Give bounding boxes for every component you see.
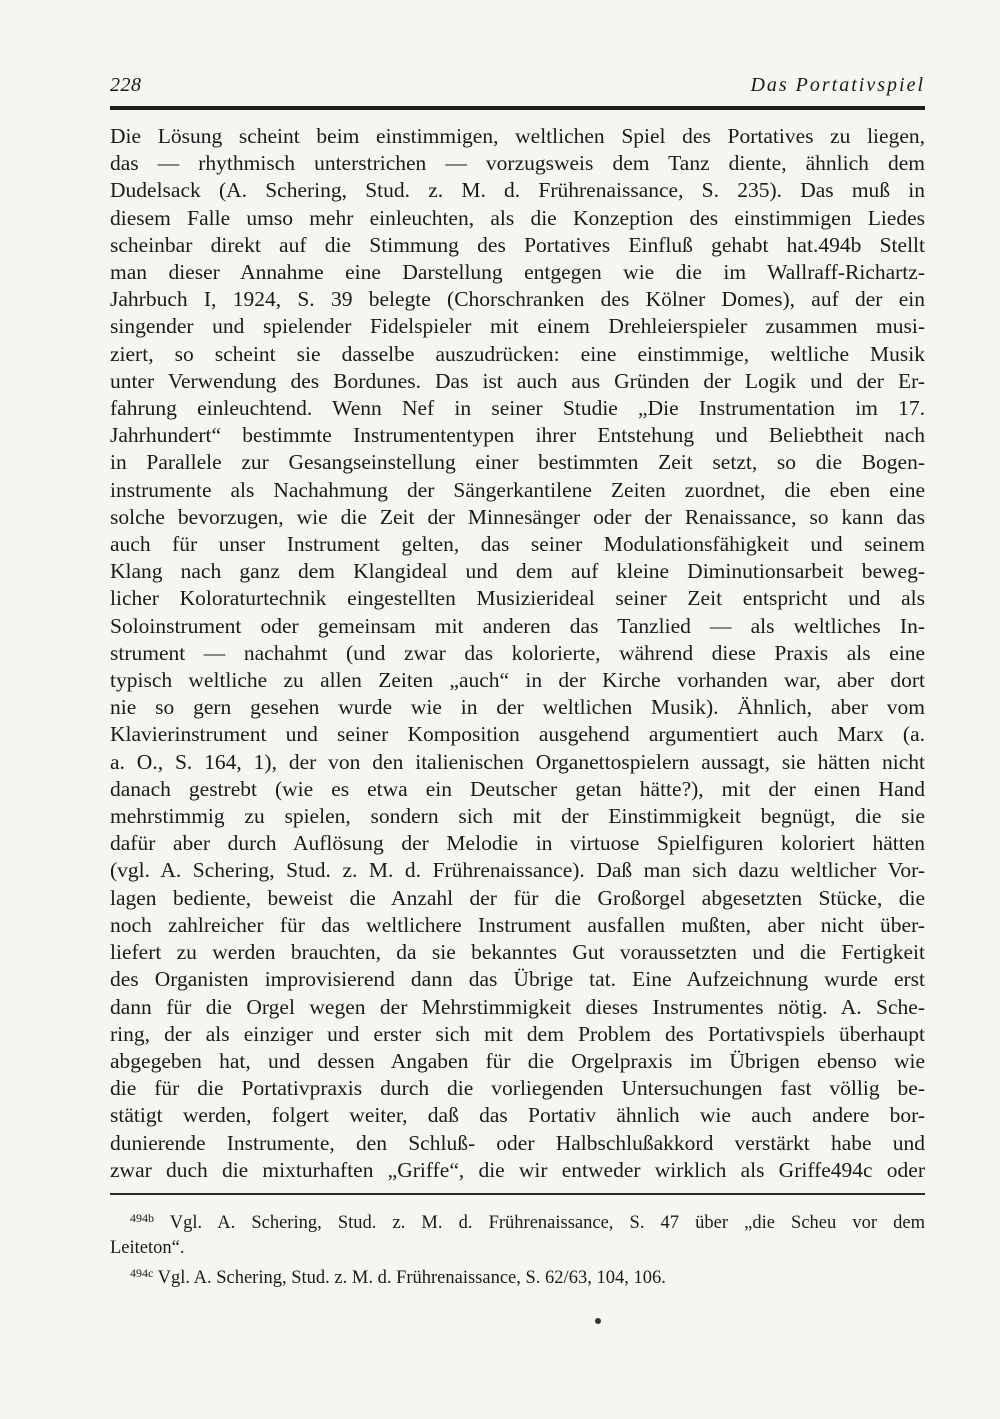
text-line: dafür aber durch Auflösung der Melodie in virtuose Spielfiguren koloriert hätten xyxy=(110,831,925,856)
footnote-494b xyxy=(110,1206,925,1236)
footnote-494c xyxy=(110,1261,925,1291)
text-line: Klang nach ganz dem Klangideal und dem auf kleine Diminutionsarbeit beweg- xyxy=(110,559,925,584)
text-line: ring, der als einziger und erster sich mit dem Problem des Portativspiels überhaupt xyxy=(110,1021,925,1046)
text-line: liefert zu werden brauchten, da sie bekanntes Gut voraussetzten und die Fertigkeit xyxy=(110,940,925,965)
footnote-rule xyxy=(110,1193,925,1195)
text-line: mehrstimmig zu spielen, sondern sich mit der Einstimmigkeit begnügt, die sie xyxy=(110,804,925,829)
text-line: die für die Portativpraxis durch die vorliegenden Untersuchungen fast völlig be- xyxy=(110,1076,925,1101)
footnote-494b-continuation: Leiteton“. xyxy=(110,1238,185,1258)
header-rule xyxy=(110,106,925,110)
text-line: man dieser Annahme eine Darstellung entgegen wie die im Wallraff-Richartz- xyxy=(110,260,925,285)
body-text xyxy=(110,123,925,1184)
text-line: diesem Falle umso mehr einleuchten, als die Konzeption des einstimmigen Liedes xyxy=(110,205,925,230)
text-line: unter Verwendung des Bordunes. Das ist auch aus Gründen der Logik und der Er- xyxy=(110,368,925,393)
text-line: das — rhythmisch unterstrichen — vorzugsweis dem Tanz diente, ähnlich dem xyxy=(110,151,925,176)
text-line: solche bevorzugen, wie die Zeit der Minnesänger oder der Renaissance, so kann das xyxy=(110,504,925,529)
text-line: scheinbar direkt auf die Stimmung des Portatives Einfluß gehabt hat.494b Stellt xyxy=(110,232,925,257)
footnote-mark: 494c xyxy=(130,1266,154,1280)
text-line: lagen bediente, beweist die Anzahl der für die Großorgel abgesetzten Stücke, die xyxy=(110,885,925,910)
text-line: auch für unser Instrument gelten, das seiner Modulationsfähigkeit und seinem xyxy=(110,532,925,557)
text-line: typisch weltliche zu allen Zeiten „auch“ in der Kirche vorhanden war, aber dort xyxy=(110,668,925,693)
text-line: abgegeben hat, und dessen Angaben für die Orgelpraxis im Übrigen ebenso wie xyxy=(110,1048,925,1073)
text-line: singender und spielender Fidelspieler mit einem Drehleierspieler zusammen musi- xyxy=(110,314,925,339)
text-line: ziert, so scheint sie dasselbe auszudrücken: eine einstimmige, weltliche Musik xyxy=(110,341,925,366)
printer-dot-mark xyxy=(595,1318,601,1324)
footnote-text: Vgl. A. Schering, Stud. z. M. d. Frührenaissance, S. 47 über „die Scheu vor dem xyxy=(169,1213,925,1233)
text-line: danach gestrebt (wie es etwa ein Deutscher getan hätte?), mit der einen Hand xyxy=(110,776,925,801)
text-line: a. O., S. 164, 1), der von den italienischen Organettospielern aussagt, sie hätten nicht xyxy=(110,749,925,774)
text-line: dann für die Orgel wegen der Mehrstimmigkeit dieses Instrumentes nötig. A. Sche- xyxy=(110,994,925,1019)
text-line: Die Lösung scheint beim einstimmigen, weltlichen Spiel des Portatives zu liegen, xyxy=(110,124,925,148)
footnotes xyxy=(110,1206,925,1291)
footnote-text: Vgl. A. Schering, Stud. z. M. d. Frührenaissance, S. 62/63, 104, 106. xyxy=(157,1268,666,1288)
text-line: nie so gern gesehen wurde wie in der weltlichen Musik). Ähnlich, aber vom xyxy=(110,695,925,720)
text-line: Klavierinstrument und seiner Komposition ausgehend argumentiert auch Marx (a. xyxy=(110,722,925,747)
text-line: Soloinstrument oder gemeinsam mit anderen das Tanzlied — als weltliches In- xyxy=(110,613,925,638)
text-line: (vgl. A. Schering, Stud. z. M. d. Frührenaissance). Daß man sich dazu weltlicher Vor- xyxy=(110,858,925,883)
page-header xyxy=(110,74,925,102)
page-number: 228 xyxy=(110,74,142,96)
text-line: zwar duch die mixturhaften „Griffe“, die wir entweder wirklich als Griffe494c oder xyxy=(110,1157,925,1182)
text-line: Jahrhundert“ bestimmte Instrumententypen ihrer Entstehung und Beliebtheit nach xyxy=(110,423,925,448)
text-line: instrumente als Nachahmung der Sängerkantilene Zeiten zuordnet, die eben eine xyxy=(110,477,925,502)
text-line: Jahrbuch I, 1924, S. 39 belegte (Chorschranken des Kölner Domes), auf der ein xyxy=(110,287,925,312)
text-line: in Parallele zur Gesangseinstellung einer bestimmten Zeit setzt, so die Bogen- xyxy=(110,450,925,475)
text-line: Dudelsack (A. Schering, Stud. z. M. d. Frührenaissance, S. 235). Das muß in xyxy=(110,178,925,203)
footnote-mark: 494b xyxy=(130,1211,154,1225)
text-line: stätigt werden, folgert weiter, daß das Portativ ähnlich wie auch andere bor- xyxy=(110,1103,925,1128)
text-line: dunierende Instrumente, den Schluß- oder Halbschlußakkord verstärkt habe und xyxy=(110,1130,925,1155)
running-head: Das Portativspiel xyxy=(750,74,925,96)
text-line: fahrung einleuchtend. Wenn Nef in seiner Studie „Die Instrumentation im 17. xyxy=(110,396,925,421)
text-line: strument — nachahmt (und zwar das kolorierte, während diese Praxis als eine xyxy=(110,640,925,665)
text-line: noch zahlreicher für das weltlichere Instrument ausfallen mußten, aber nicht über- xyxy=(110,912,925,937)
text-line: des Organisten improvisierend dann das Übrige tat. Eine Aufzeichnung wurde erst xyxy=(110,967,925,992)
text-line: licher Koloraturtechnik eingestellten Musizierideal seiner Zeit entspricht und als xyxy=(110,586,925,611)
